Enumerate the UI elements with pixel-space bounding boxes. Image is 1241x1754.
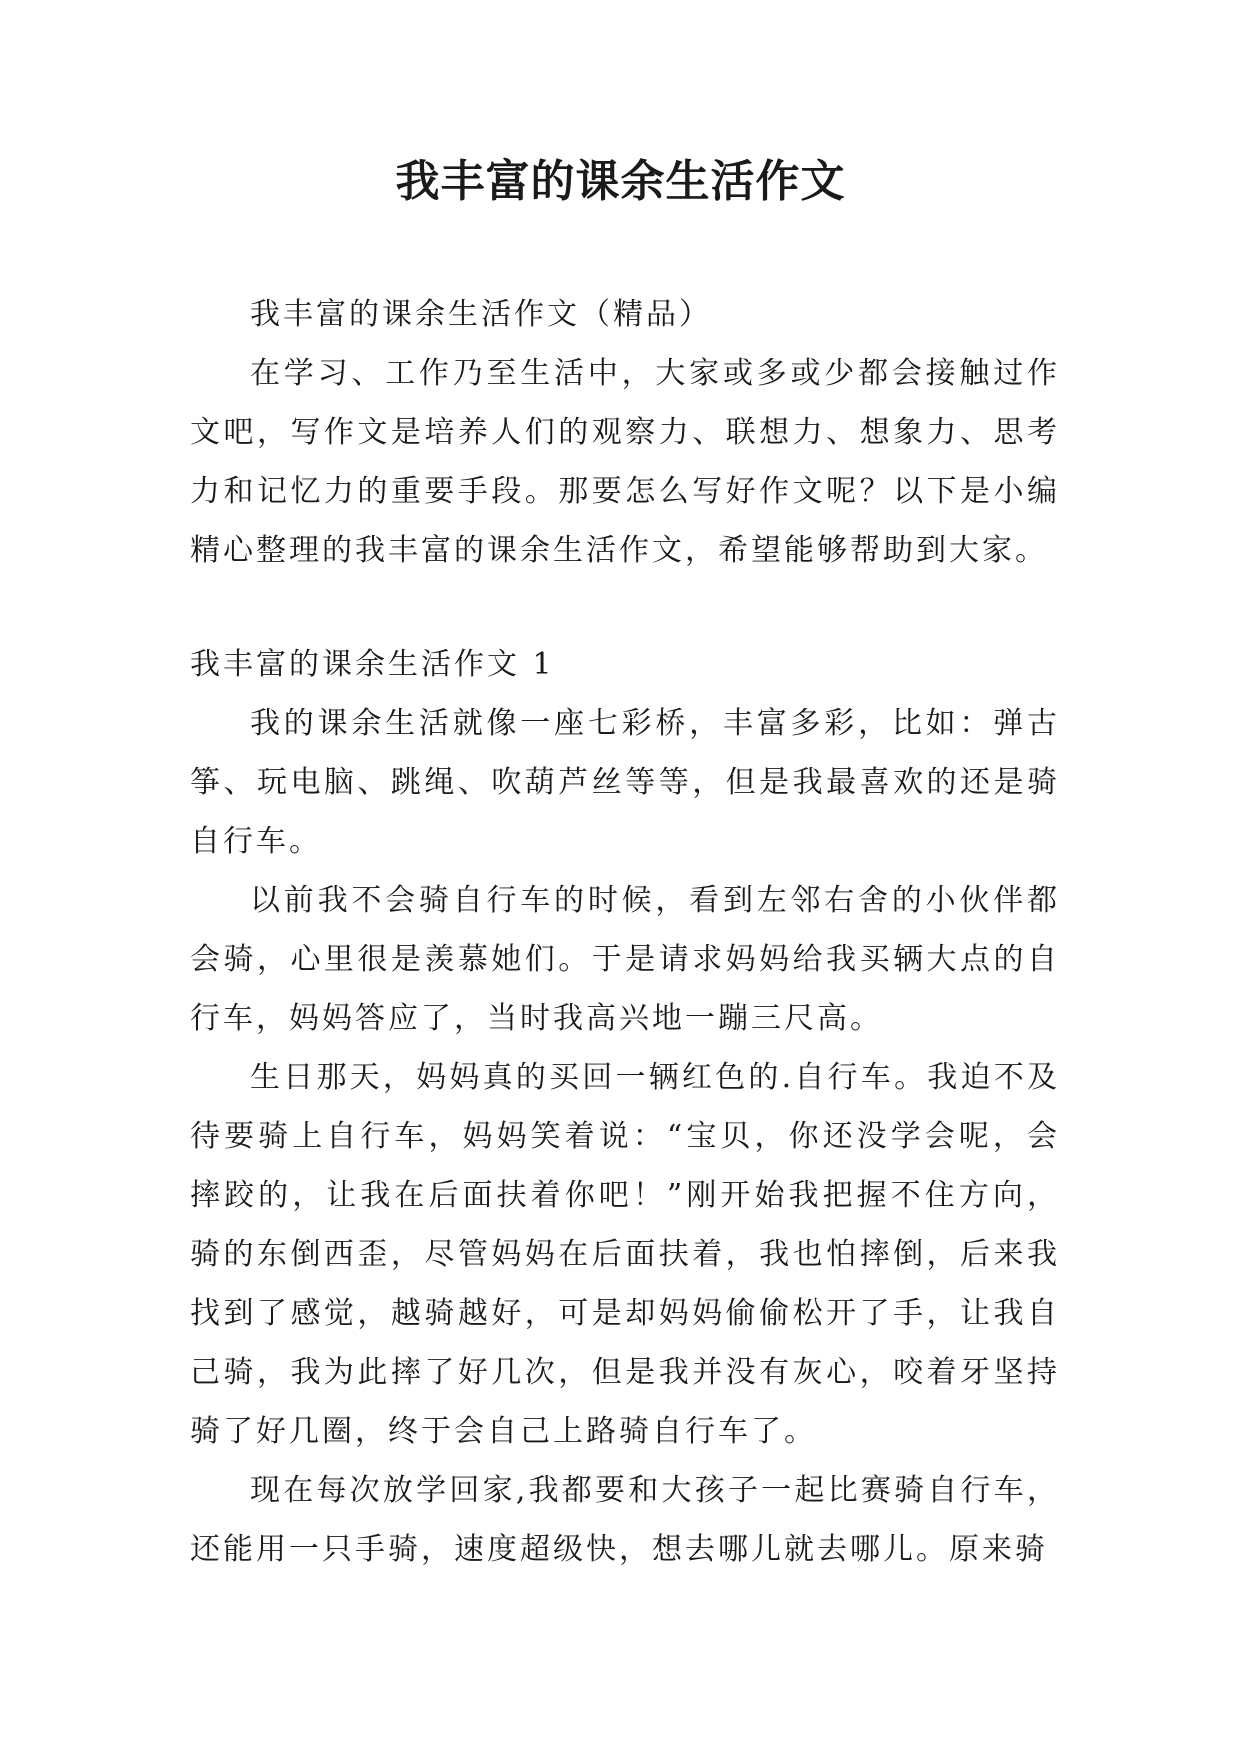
section-heading: 我丰富的课余生活作文 1: [190, 647, 555, 682]
document-title: 我丰富的课余生活作文: [395, 156, 846, 207]
body-paragraph: 生日那天，妈妈真的买回一辆红色的.自行车。我迫不及待要骑上自行车，妈妈笑着说：“宝贝，你还没学会呢，会摔跤的，让我在后面扶着你吧！”刚开始我把握不住方向，骑的东倒西歪，尽管妈妈在后面扶着，我也怕摔倒，后来我找到了感觉，越骑越好，可是却妈妈偷偷松开了手，让我自己骑，我为此摔了好几次，但是我并没有灰心，咬着牙坚持骑了好几圈，终于会自己上路骑自行车了。: [190, 1060, 1060, 1449]
subtitle-paragraph: 我丰富的课余生活作文（精品）: [250, 297, 712, 332]
body-paragraph: 我的课余生活就像一座七彩桥，丰富多彩，比如：弹古筝、玩电脑、跳绳、吹葫芦丝等等，但是我最喜欢的还是骑自行车。: [190, 706, 1060, 859]
intro-paragraph: 在学习、工作乃至生活中，大家或多或少都会接触过作文吧，写作文是培养人们的观察力、联想力、想象力、思考力和记忆力的重要手段。那要怎么写好作文呢？以下是小编精心整理的我丰富的课余生活作文，希望能够帮助到大家。: [190, 356, 1060, 568]
body-paragraph: 现在每次放学回家,我都要和大孩子一起比赛骑自行车，还能用一只手骑，速度超级快，想去哪儿就去哪儿。原来骑: [190, 1473, 1060, 1567]
section-spacer: [190, 580, 1060, 635]
document-body: [190, 285, 1060, 1579]
body-paragraph: 以前我不会骑自行车的时候，看到左邻右舍的小伙伴都会骑，心里很是羡慕她们。于是请求妈妈给我买辆大点的自行车，妈妈答应了，当时我高兴地一蹦三尺高。: [190, 883, 1060, 1036]
